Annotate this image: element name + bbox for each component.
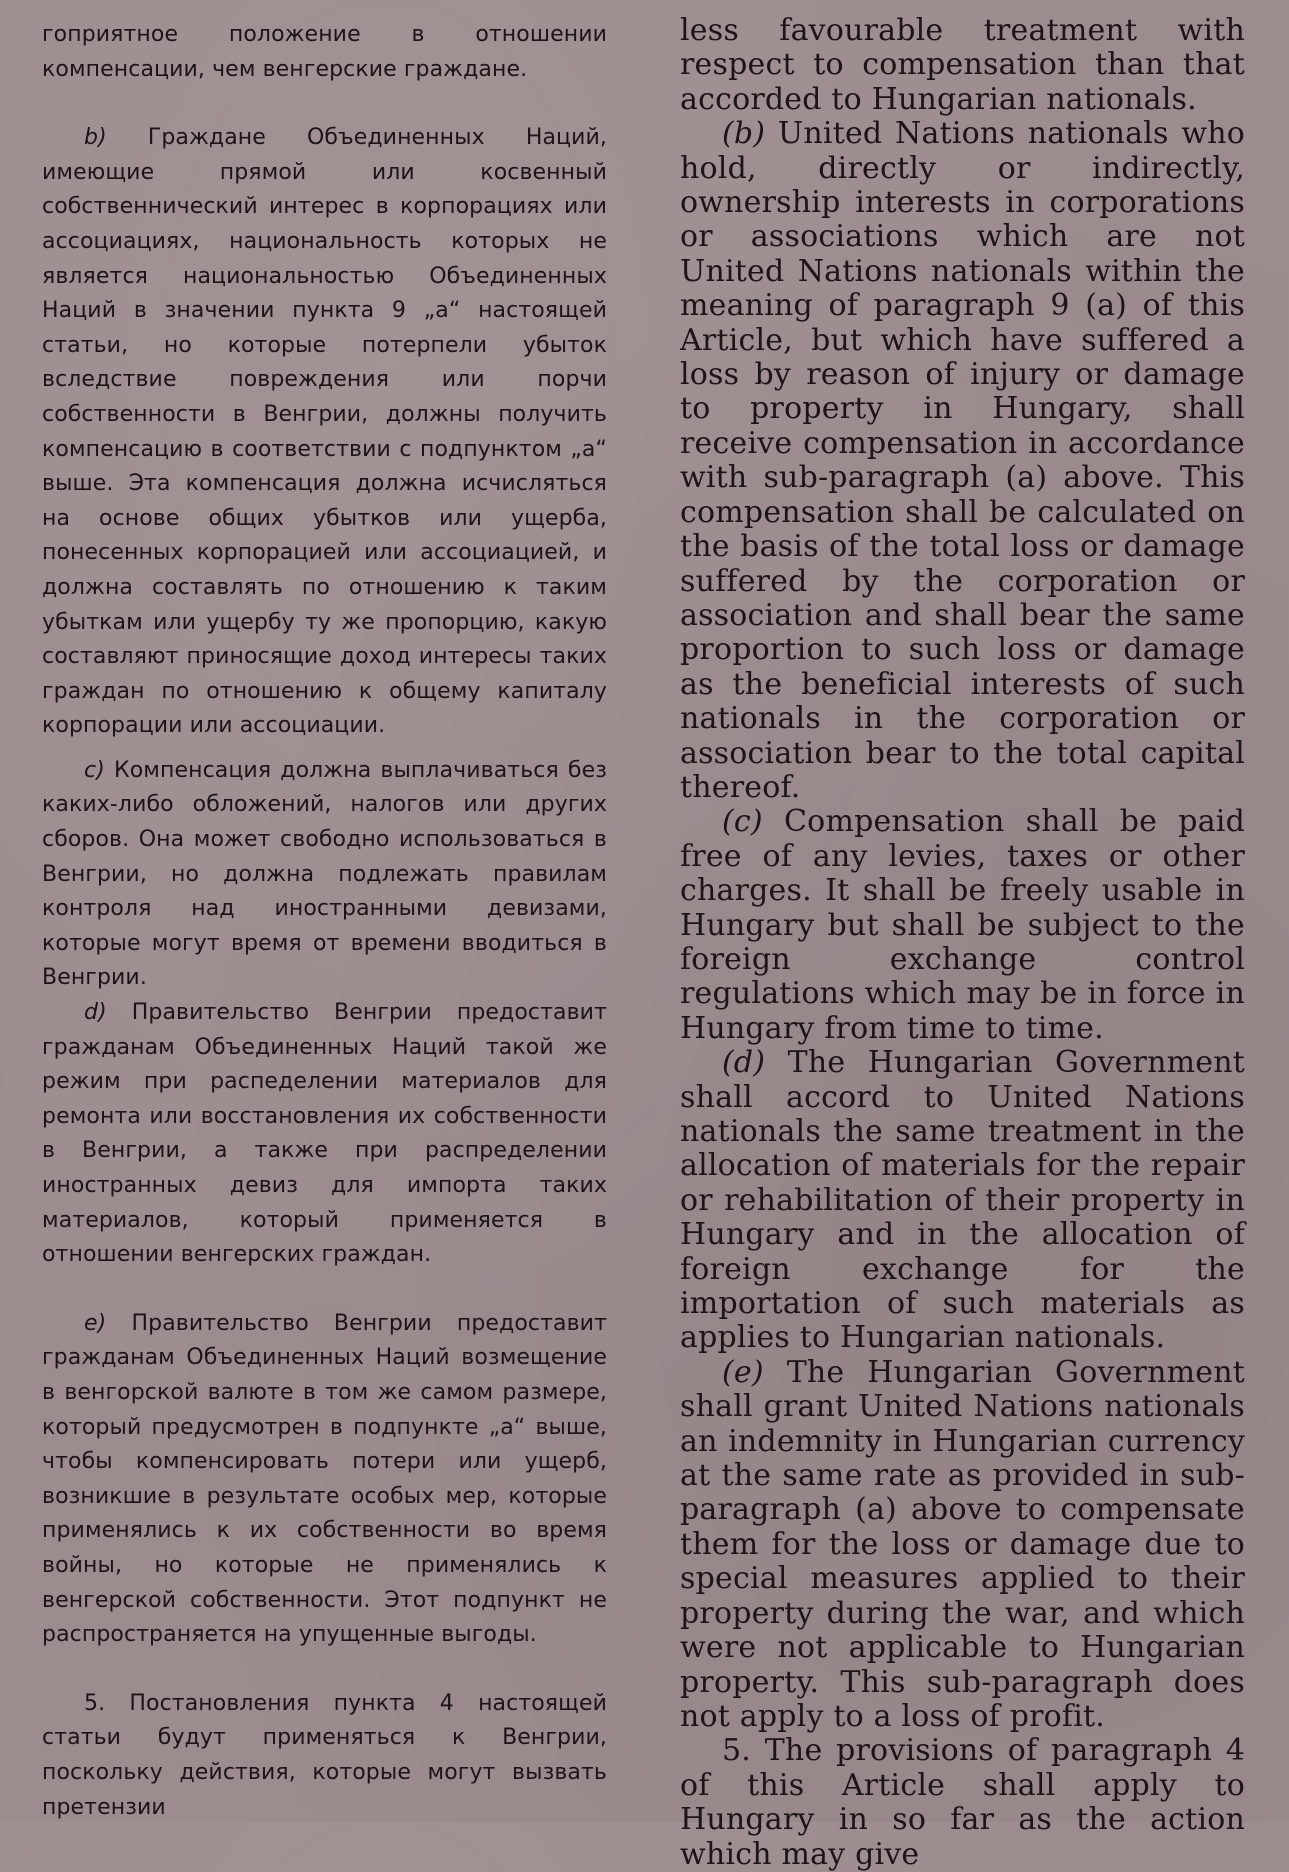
russian-text-column	[42, 18, 607, 1825]
ru-spacer	[42, 87, 607, 121]
ru-paragraph-c	[42, 754, 607, 996]
en-text-d: The Hungarian Government shall accord to United Nations nationals the same treatment in the allocation of materials for the repair or rehabilitation of their property in Hungary and in the allocation of foreign exchange for the importation of such materials as applies to Hungarian nationals.	[680, 1045, 1245, 1356]
en-text-c: Compensation shall be paid free of any levies, taxes or other charges. It shall be freely usable in Hungary but shall be subject to the foreign exchange control regulations which may be in force in Hungary from time to time.	[680, 804, 1245, 1046]
en-paragraph-c	[680, 805, 1245, 1046]
en-paragraph-5: 5. The provisions of paragraph 4 of this Article shall apply to Hungary in so far as the action which may give	[680, 1733, 1245, 1872]
en-text-b: United Nations nationals who hold, directly or indirectly, ownership interests in corporations or associations which are not United Nations nationals within the meaning of paragraph 9 (a) of this Article, but which have suffered a loss by reason of injury or damage to property in Hungary, shall receive compensation in accordance with sub-paragraph (a) above. This compensation shall be calculated on the basis of the total loss or damage suffered by the corporation or association and shall bear the same proportion to such loss or damage as the beneficial interests of such nationals in the corporation or association bear to the total capital thereof.	[680, 116, 1245, 805]
ru-mark-b: b)	[84, 125, 107, 151]
ru-paragraph-e	[42, 1307, 607, 1653]
ru-spacer	[42, 1273, 607, 1307]
en-text-e: The Hungarian Government shall grant United Nations nationals an indemnity in Hungarian currency at the same rate as provided in sub-paragraph (a) above to compensate them for the loss or damage due to special measures applied to their property during the war, and which were not applicable to Hungarian property. This sub-paragraph does not apply to a loss of profit.	[680, 1354, 1245, 1734]
ru-text-e: Правительство Венгрии предоставит гражданам Объединенных Наций возмещение в венгорской валюте в том же самом размере, который предусмотрен в подпункте „a“ выше, чтобы компенсировать потери или ущерб, возникшие в результате особых мер, которые применялись к их собственности во время войны, но которые не применялись к венгерской собственности. Этот подпункт не распространяется на упущенные выгоды.	[42, 1310, 607, 1648]
ru-text-b: Граждане Объединенных Наций, имеющие прямой или косвенный собственнический интерес в корпорациях или ассоциациях, национальность которых не является национальностью Объединенных Наций в значении пункта 9 „a“ настоящей статьи, но которые потерпели убыток вследствие повреждения или порчи собственности в Венгрии, должны получить компенсацию в соответствии с подпунктом „a“ выше. Эта компенсация должна исчисляться на основе общих убытков или ущерба, понесенных корпорацией или ассоциацией, и должна составлять по отношению к таким убыткам или ущербу ту же пропорцию, какую составляют приносящие доход интересы таких граждан по отношению к общему капиталу корпорации или ассоциации.	[42, 125, 608, 739]
english-text-column	[680, 14, 1245, 1872]
ru-mark-e: e)	[84, 1310, 107, 1336]
en-mark-b: (b)	[722, 116, 766, 152]
en-paragraph-continuation: less favourable treatment with respect to compensation than that accorded to Hungarian nationals.	[680, 13, 1245, 117]
ru-mark-d: d)	[84, 1000, 107, 1026]
ru-mark-c: c)	[84, 757, 105, 783]
en-paragraph-d	[680, 1046, 1245, 1356]
ru-paragraph-b	[42, 121, 607, 744]
en-paragraph-b	[680, 117, 1245, 805]
ru-paragraph-5: 5. Постановления пункта 4 настоящей статьи будут применяться к Венгрии, поскольку действия, которые могут вызвать претензии	[42, 1690, 607, 1820]
ru-text-d: Правительство Венгрии предоставит гражданам Объединенных Наций такой же режим при распеделении материалов для ремонта или восстановления их собственности в Венгрии, а также при распределении иностранных девиз для импорта таких материалов, который применяется в отношении венгерских граждан.	[42, 1000, 607, 1268]
ru-paragraph-continuation: гоприятное положение в отношении компенсации, чем венгерские граждане.	[42, 22, 607, 82]
en-mark-c: (c)	[722, 804, 763, 840]
ru-paragraph-d	[42, 996, 607, 1273]
ru-text-c: Компенсация должна выплачиваться без каких-либо обложений, налогов или других сборов. Она может свободно использоваться в Венгрии, но должна подлежать правилам контроля над иностранными девизами, которые могут время от времени вводиться в Венгрии.	[42, 757, 608, 991]
ru-spacer	[42, 1653, 607, 1687]
en-mark-d: (d)	[722, 1045, 766, 1081]
en-mark-e: (e)	[722, 1354, 764, 1390]
en-paragraph-e	[680, 1356, 1245, 1734]
ru-spacer	[42, 744, 607, 754]
